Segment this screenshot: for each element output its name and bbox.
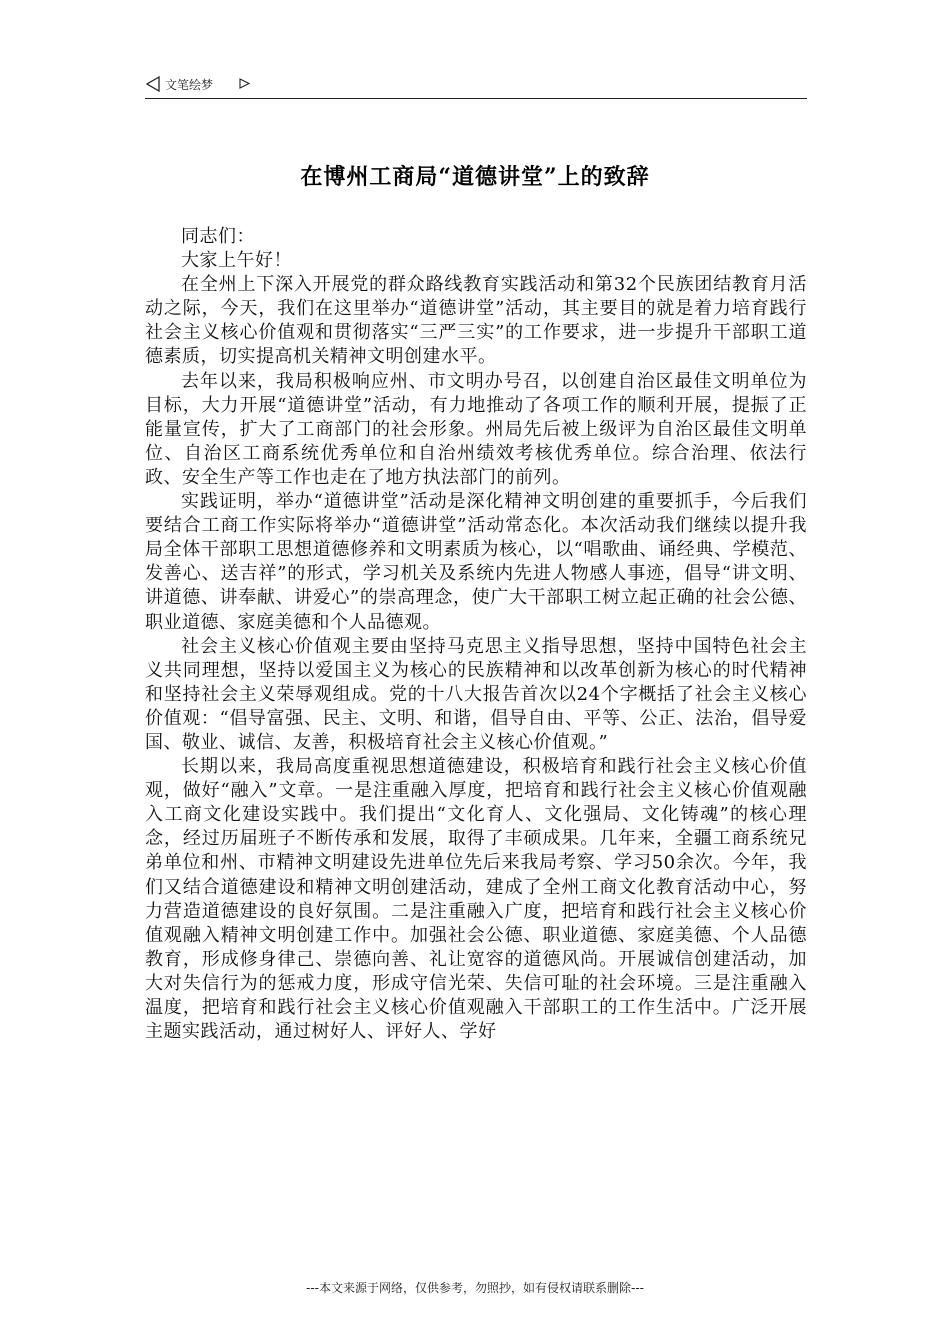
document-body [145, 225, 807, 1044]
salutation: 同志们： [181, 226, 255, 247]
greeting: 大家上午好！ [181, 250, 292, 272]
body-paragraph: 实践证明，举办“道德讲堂”活动是深化精神文明创建的重要抓手，今后我们要结合工商工作实际将举办“道德讲堂”活动常态化。本次活动我们继续以提升我局全体干部职工思想道德修养和文明素质为核心，以“唱歌曲、诵经典、学模范、发善心、送吉祥”的形式，学习机关及系统内先进人物感人事迹，倡导“讲文明、讲道德、讲奉献、讲爱心”的崇高理念，使广大干部职工树立起正确的社会公德、职业道德、家庭美德和个人品德观。 [145, 491, 807, 633]
left-triangle-icon [145, 76, 161, 92]
brand-label: 文笔绘梦 [165, 78, 214, 92]
body-paragraph: 社会主义核心价值观主要由坚持马克思主义指导思想，坚持中国特色社会主义共同理想，坚持以爱国主义为核心的民族精神和以改革创新为核心的时代精神和坚持社会主义荣辱观组成。党的十八大报告首次以24个字概括了社会主义核心价值观：“倡导富强、民主、文明、和谐，倡导自由、平等、公正、法治，倡导爱国、敬业、诚信、友善，积极培育社会主义核心价值观。” [145, 635, 807, 753]
page-header [145, 74, 807, 99]
right-triangle-icon [239, 78, 250, 89]
body-paragraph: 在全州上下深入开展党的群众路线教育实践活动和第32个民族团结教育月活动之际，今天，我们在这里举办“道德讲堂”活动，其主要目的就是着力培育践行社会主义核心价值观和贯彻落实“三严三实”的工作要求，进一步提升干部职工道德素质，切实提高机关精神文明创建水平。 [145, 274, 807, 368]
document-title: 在博州工商局“道德讲堂”上的致辞 [300, 164, 650, 190]
body-paragraph: 去年以来，我局积极响应州、市文明办号召，以创建自治区最佳文明单位为目标，大力开展“道德讲堂”活动，有力地推动了各项工作的顺利开展，提振了正能量宣传，扩大了工商部门的社会形象。州局先后被上级评为自治区最佳文明单位、自治区工商系统优秀单位和自治州绩效考核优秀单位。综合治理、依法行政、安全生产等工作也走在了地方执法部门的前列。 [145, 370, 807, 488]
footer-disclaimer: ---本文来源于网络，仅供参考，勿照抄，如有侵权请联系删除--- [306, 1281, 644, 1295]
body-paragraph: 长期以来，我局高度重视思想道德建设，积极培育和践行社会主义核心价值观，做好“融入”文章。一是注重融入厚度，把培育和践行社会主义核心价值观融入工商文化建设实践中。我们提出“文化育人、文化强局、文化铸魂”的核心理念，经过历届班子不断传承和发展，取得了丰硕成果。几年来，全疆工商系统兄弟单位和州、市精神文明建设先进单位先后来我局考察、学习50余次。今年，我们又结合道德建设和精神文明创建活动，建成了全州工商文化教育活动中心，努力营造道德建设的良好氛围。二是注重融入广度，把培育和践行社会主义核心价值观融入精神文明创建工作中。加强社会公德、职业道德、家庭美德、个人品德教育，形成修身律己、崇德向善、礼让宽容的道德风尚。开展诚信创建活动，加大对失信行为的惩戒力度，形成守信光荣、失信可耻的社会环境。三是注重融入温度，把培育和践行社会主义核心价值观融入干部职工的工作生活中。广泛开展主题实践活动，通过树好人、评好人、学好 [145, 756, 807, 1043]
